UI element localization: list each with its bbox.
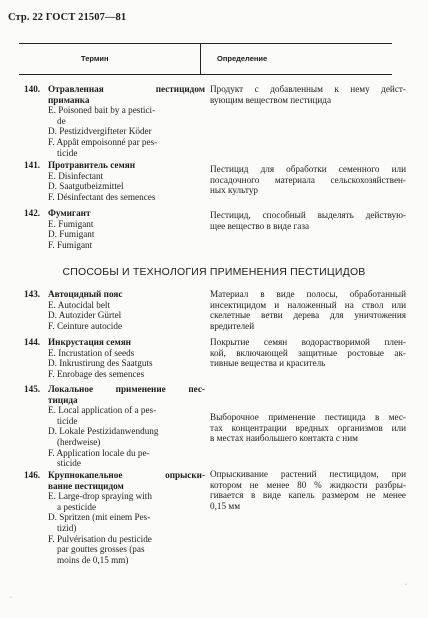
definition-line: кой, включающей защитные ростовые ак-	[210, 347, 406, 358]
definition-line: Покрытие семян водорастворимой плен-	[210, 337, 406, 347]
definition-line: котором не менее 80 % жидкости разбры-	[210, 479, 406, 490]
section-title: СПОСОБЫ И ТЕХНОЛОГИЯ ПРИМЕНЕНИЯ ПЕСТИЦИДОВ	[62, 266, 366, 278]
term-number: 142.	[24, 208, 41, 218]
definition-line: вредителей	[210, 320, 255, 331]
translation-line: D. Inkrustirung des Saatguts	[48, 358, 153, 369]
term-column	[48, 337, 205, 379]
term-entry-143	[24, 289, 406, 335]
term-title: Автоцидный пояс	[48, 289, 123, 299]
definition-line: скелетные ветви дерева для уничтожения	[210, 310, 406, 321]
translation-line: D. Autozider Gürtel	[48, 310, 122, 321]
term-number: 143.	[24, 289, 41, 299]
translation-line: D. Pestizidvergifteter Köder	[48, 126, 152, 137]
scan-speck: ·	[405, 582, 407, 588]
term-number: 146.	[24, 470, 41, 480]
definition-column	[210, 84, 406, 105]
definition-column	[210, 412, 406, 444]
term-title: тицида	[48, 394, 78, 405]
term-number: 145.	[24, 384, 41, 394]
term-number: 140.	[24, 84, 41, 94]
translation-line: E. Autocidal belt	[48, 299, 111, 310]
term-title: Локальное применение пес-	[48, 384, 205, 394]
definition-column	[210, 164, 406, 196]
definition-line: гивается в виде капель размером не менее	[210, 490, 406, 501]
definition-line: ных культур	[210, 185, 259, 196]
term-number: 144.	[24, 337, 41, 347]
definition-line: Пестицид для обработки семенного или	[210, 164, 406, 174]
translation-line: E. Local application of a pes-	[48, 405, 157, 416]
translation-line: E. Poisoned bait by a pestici-	[48, 105, 156, 116]
translation-line: F. Application locale du pe-	[48, 447, 150, 458]
translation-line: D. Saatgutbeizmittel	[48, 181, 124, 192]
term-title: приманка	[48, 94, 90, 105]
term-column	[48, 160, 205, 202]
term-entry-144	[24, 337, 406, 381]
definition-line: в местах наибольшего контакта с ним	[210, 433, 358, 444]
definition-line: посадочного материала сельскохозяйствен-	[210, 174, 406, 185]
term-number: 141.	[24, 160, 41, 170]
term-column	[48, 208, 205, 250]
definition-column	[210, 337, 406, 369]
definition-line: щее вещество в виде газа	[210, 220, 310, 231]
definition-line: Материал в виде полосы, обработанный	[210, 289, 406, 299]
column-term-header: Термин	[81, 54, 109, 63]
term-title: Отравленная пестицидом	[48, 84, 205, 94]
translation-line: tizid)	[57, 522, 77, 533]
translation-line: D. Lokale Pestizidanwendung	[48, 426, 159, 437]
translation-line: F. Pulvérisation du pesticide	[48, 533, 152, 544]
translation-line: ticide	[57, 415, 78, 426]
translation-line: ticide	[57, 147, 78, 158]
term-title: Фумигант	[48, 208, 91, 218]
definition-line: 0,15 мм	[210, 500, 241, 511]
translation-line: moins de 0,15 mm)	[57, 554, 129, 565]
definition-line: вующим веществом пестицида	[210, 94, 332, 105]
column-divider	[200, 44, 201, 74]
definition-column	[210, 289, 406, 331]
translation-line: E. Fumigant	[48, 218, 94, 229]
translation-line: F. Désinfectant des semences	[48, 191, 156, 202]
term-entry-141	[24, 160, 406, 202]
scan-speck: ·	[10, 595, 12, 601]
translation-line: sticide	[57, 458, 81, 469]
definition-column	[210, 469, 406, 511]
definition-line: тивные вещества и краситель	[210, 358, 326, 369]
page-header: Стр. 22 ГОСТ 21507—81	[8, 12, 127, 23]
translation-line: D. Spritzen (mit einem Pes-	[48, 512, 151, 523]
translation-line: D. Fumigant	[48, 229, 95, 240]
translation-line: E. Large-drop spraying with	[48, 491, 152, 502]
term-column	[48, 84, 205, 158]
term-column	[48, 384, 205, 469]
definition-line: тах концентрации вредных организмов или	[210, 422, 406, 433]
term-entry-142	[24, 208, 406, 250]
definition-line: Продукт с добавленным к нему дейст-	[210, 84, 406, 94]
translation-line: a pesticide	[57, 501, 97, 512]
definition-line: Пестицид, способный выделять действую-	[210, 210, 406, 220]
term-title: Крупнокапельное опрыски-	[48, 470, 205, 480]
definition-line: инсектицидом и наложенный на ствол или	[210, 299, 406, 310]
translation-line: E. Incrustation of seeds	[48, 347, 135, 358]
translation-line: E. Disinfectant	[48, 170, 104, 181]
term-title: вание пестицидом	[48, 480, 124, 491]
translation-line: de	[57, 115, 66, 126]
translation-line: F. Appât empoisonné par pes-	[48, 136, 158, 147]
term-title: Инкрустация семян	[48, 337, 131, 347]
term-entry-140	[24, 84, 406, 158]
translation-line: F. Fumigant	[48, 239, 93, 250]
translation-line: (herdweise)	[57, 436, 101, 447]
definition-line: Опрыскивание растений пестицидом, при	[210, 469, 406, 479]
term-entry-146	[24, 469, 406, 574]
term-column	[48, 289, 205, 331]
term-column	[48, 470, 205, 565]
definition-line: Выборочное применение пестицида в мес-	[210, 412, 406, 422]
translation-line: F. Enrobage des semences	[48, 368, 145, 379]
term-title: Протравитель семян	[48, 160, 136, 170]
term-entry-145	[24, 384, 406, 469]
translation-line: F. Ceinture autocide	[48, 320, 123, 331]
column-definition-header: Определение	[217, 54, 268, 63]
table-header	[19, 43, 392, 75]
translation-line: par gouttes grosses (pas	[57, 544, 145, 555]
definition-column	[210, 210, 406, 231]
